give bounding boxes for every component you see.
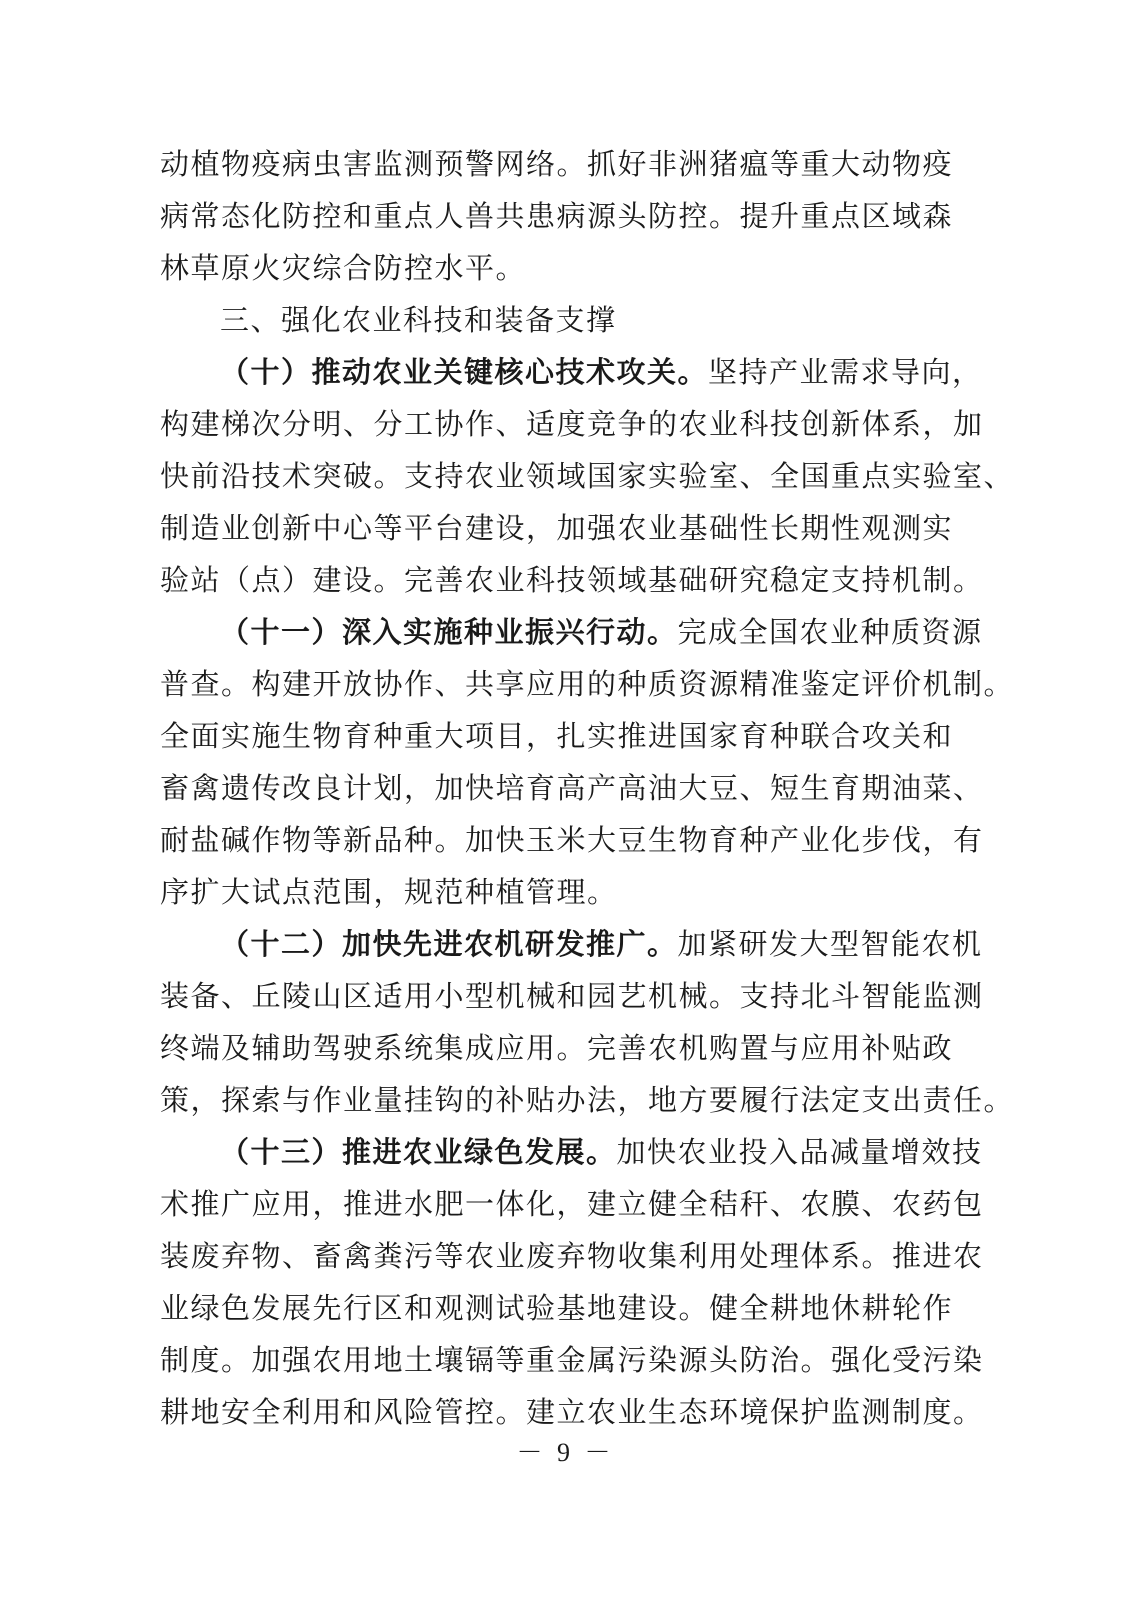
section-heading: 三、强化农业科技和装备支撑 — [220, 303, 617, 337]
paragraph-10-first-line — [160, 346, 983, 398]
text-line: 策，探索与作业量挂钩的补贴办法，地方要履行法定支出责任。 — [160, 1083, 1015, 1117]
paragraph-10-first-rest: 坚持产业需求导向， — [708, 355, 983, 389]
text-line: 序扩大试点范围，规范种植管理。 — [160, 875, 618, 909]
text-line: 制度。加强农用地土壤镉等重金属污染源头防治。强化受污染 — [160, 1343, 984, 1377]
paragraph-11-lead: （十一）深入实施种业振兴行动。 — [220, 615, 678, 649]
text-line: 制造业创新中心等平台建设，加强农业基础性长期性观测实 — [160, 511, 954, 545]
paragraph-12-first-rest: 加紧研发大型智能农机 — [677, 927, 983, 961]
text-line: 耐盐碱作物等新品种。加快玉米大豆生物育种产业化步伐，有 — [160, 823, 984, 857]
text-line: 构建梯次分明、分工协作、适度竞争的农业科技创新体系，加 — [160, 407, 984, 441]
paragraph-10-lead: （十）推动农业关键核心技术攻关。 — [220, 355, 709, 389]
paragraph-11-first-line — [160, 606, 983, 658]
paragraph-12-first-line — [160, 918, 983, 970]
text-line: 装废弃物、畜禽粪污等农业废弃物收集利用处理体系。推进农 — [160, 1239, 984, 1273]
text-line: 病常态化防控和重点人兽共患病源头防控。提升重点区域森 — [160, 199, 954, 233]
text-line: 全面实施生物育种重大项目，扎实推进国家育种联合攻关和 — [160, 719, 954, 753]
paragraph-12-lead: （十二）加快先进农机研发推广。 — [220, 927, 678, 961]
text-line: 终端及辅助驾驶系统集成应用。完善农机购置与应用补贴政 — [160, 1031, 954, 1065]
text-line: 动植物疫病虫害监测预警网络。抓好非洲猪瘟等重大动物疫 — [160, 147, 954, 181]
paragraph-13-first-line — [160, 1126, 983, 1178]
text-line: 验站（点）建设。完善农业科技领域基础研究稳定支持机制。 — [160, 563, 984, 597]
page-number: － 9 － — [516, 1438, 615, 1467]
text-line: 术推广应用，推进水肥一体化，建立健全秸秆、农膜、农药包 — [160, 1187, 984, 1221]
document-body — [160, 138, 1015, 1438]
text-line: 业绿色发展先行区和观测试验基地建设。健全耕地休耕轮作 — [160, 1291, 954, 1325]
paragraph-13-lead: （十三）推进农业绿色发展。 — [220, 1135, 617, 1169]
paragraph-11-first-rest: 完成全国农业种质资源 — [677, 615, 983, 649]
text-line: 普查。构建开放协作、共享应用的种质资源精准鉴定评价机制。 — [160, 667, 1015, 701]
text-line: 耕地安全利用和风险管控。建立农业生态环境保护监测制度。 — [160, 1395, 984, 1429]
text-line: 装备、丘陵山区适用小型机械和园艺机械。支持北斗智能监测 — [160, 979, 984, 1013]
paragraph-13-first-rest: 加快农业投入品减量增效技 — [616, 1135, 983, 1169]
text-line: 快前沿技术突破。支持农业领域国家实验室、全国重点实验室、 — [160, 459, 1015, 493]
text-line: 畜禽遗传改良计划，加快培育高产高油大豆、短生育期油菜、 — [160, 771, 984, 805]
text-line: 林草原火灾综合防控水平。 — [160, 251, 527, 285]
